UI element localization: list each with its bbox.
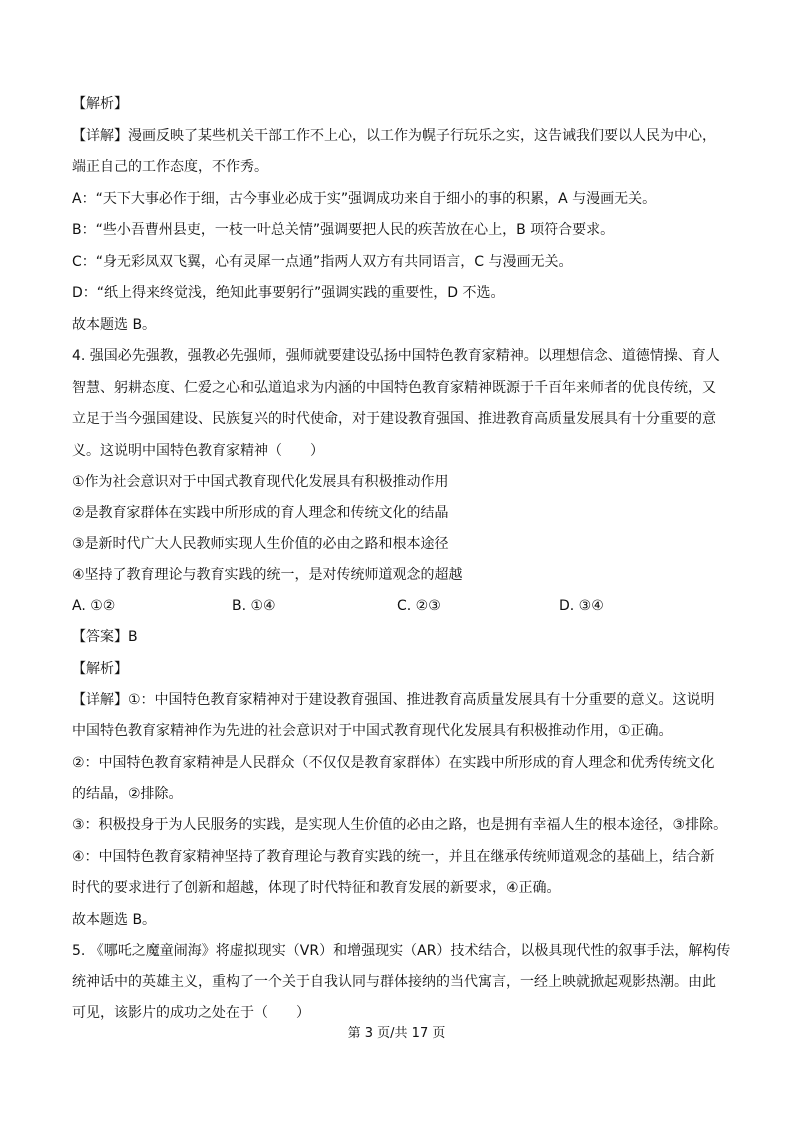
text-line: A：“天下大事必作于细，古今事业必成于实”强调成功来自于细小的事的积累，A 与漫画无关。 — [72, 191, 657, 207]
statement-1: ①作为社会意识对于中国式教育现代化发展具有积极推动作用 — [72, 474, 449, 490]
text-line: ④：中国特色教育家精神坚持了教育理论与教育实践的统一，并且在继承传统师道观念的基础上，结合新 — [72, 849, 715, 865]
conclusion-line: 故本题选 B。 — [72, 912, 157, 928]
answer-line: 【答案】B — [72, 629, 138, 645]
statement-3: ③是新时代广大人民教师实现人生价值的必由之路和根本途径 — [72, 536, 449, 552]
conclusion-line: 故本题选 B。 — [72, 317, 157, 333]
text-line: ②：中国特色教育家精神是人民群众（不仅仅是教育家群体）在实践中所形成的育人理念和优秀传统文化 — [72, 755, 715, 771]
text-line: ③：积极投身于为人民服务的实践，是实现人生价值的必由之路，也是拥有幸福人生的根本途径，③排除。 — [72, 817, 728, 833]
text-line: 时代的要求进行了创新和超越，体现了时代特征和教育发展的新要求，④正确。 — [72, 880, 561, 896]
text-line: 【详解】漫画反映了某些机关干部工作不上心，以工作为幌子行玩乐之实，这告诫我们要以人民为中心， — [72, 128, 716, 144]
question-5-stem: 可见，该影片的成功之处在于（ ） — [72, 1005, 310, 1021]
question-4-stem: 义。这说明中国特色教育家精神（ ） — [72, 443, 324, 459]
statement-2: ②是教育家群体在实践中所形成的育人理念和传统文化的结晶 — [72, 505, 449, 521]
text-line: 端正自己的工作态度，不作秀。 — [72, 159, 268, 175]
question-5-stem: 统神话中的英雄主义，重构了一个关于自我认同与群体接纳的当代寓言，一经上映就掀起观影热潮。由此 — [72, 974, 716, 990]
text-line: 【详解】①：中国特色教育家精神对于建设教育强国、推进教育高质量发展具有十分重要的意义。这说明 — [72, 692, 715, 708]
option-d: D. ③④ — [559, 598, 604, 614]
statement-4: ④坚持了教育理论与教育实践的统一，是对传统师道观念的超越 — [72, 567, 463, 583]
text-line: B：“些小吾曹州县吏，一枝一叶总关情”强调要把人民的疾苦放在心上，B 项符合要求。 — [72, 222, 615, 238]
text-line: C：“身无彩凤双飞翼，心有灵犀一点通”指两人双方有共同语言，C 与漫画无关。 — [72, 254, 573, 270]
text-line: 的结晶，②排除。 — [72, 786, 183, 802]
option-c: C. ②③ — [397, 598, 441, 614]
question-5-stem: 5. 《哪吒之魔童闹海》将虚拟现实（VR）和增强现实（AR）技术结合，以极具现代性的叙事手法，解构传 — [72, 943, 731, 959]
question-4-stem: 立足于当今强国建设、民族复兴的时代使命，对于建设教育强国、推进教育高质量发展具有十分重要的意 — [72, 411, 716, 427]
text-line: 中国特色教育家精神作为先进的社会意识对于中国式教育现代化发展具有积极推动作用，①正确。 — [72, 723, 673, 739]
option-b: B. ①④ — [232, 598, 276, 614]
analysis-heading: 【解析】 — [72, 661, 128, 677]
question-4-stem: 4. 强国必先强教，强教必先强师，强师就要建设弘扬中国特色教育家精神。以理想信念、道德情操、育人 — [72, 348, 720, 364]
question-4-stem: 智慧、躬耕态度、仁爱之心和弘道追求为内涵的中国特色教育家精神既源于千百年来师者的优良传统，又 — [72, 380, 716, 396]
answer-options — [72, 597, 732, 615]
option-a: A. ①② — [72, 598, 116, 614]
page-number: 第 3 页/共 17 页 — [347, 1026, 446, 1041]
analysis-heading: 【解析】 — [72, 96, 128, 112]
text-line: D：“纸上得来终觉浅，绝知此事要躬行”强调实践的重要性，D 不选。 — [72, 285, 505, 301]
